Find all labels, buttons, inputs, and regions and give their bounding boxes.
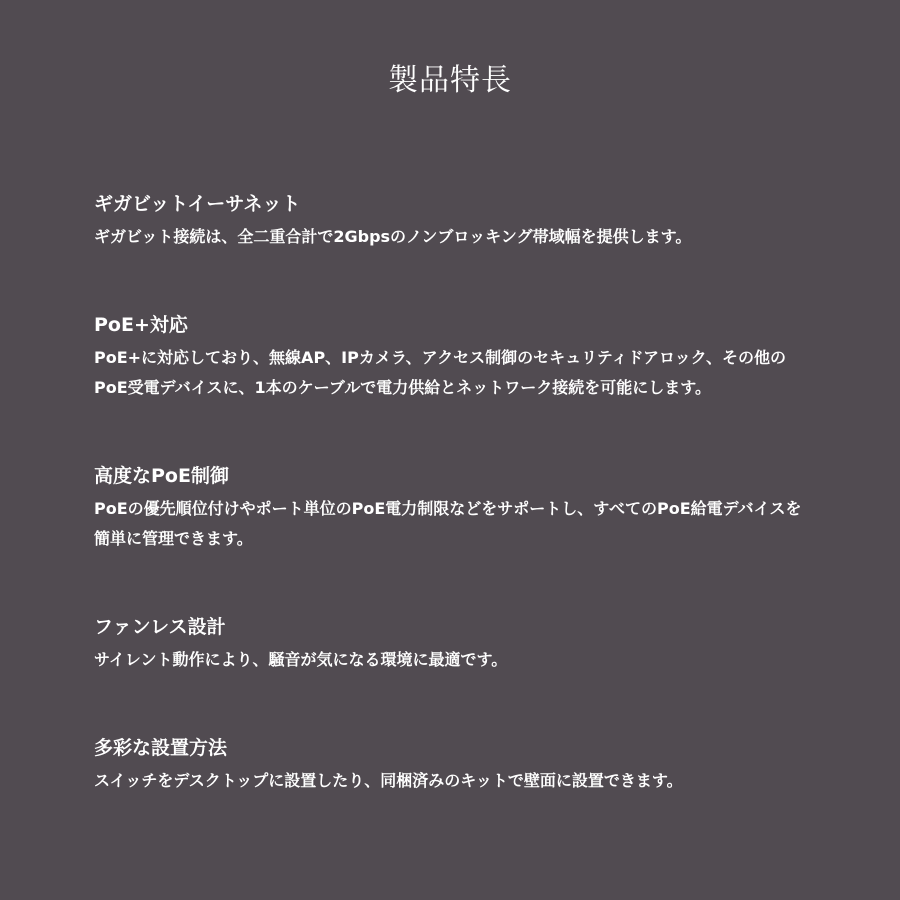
feature-description: ギガビット接続は、全二重合計で2Gbpsのノンブロッキング帯域幅を提供します。 bbox=[94, 227, 692, 246]
feature-heading: ファンレス設計 bbox=[94, 616, 226, 638]
feature-gigabit-ethernet bbox=[94, 190, 814, 252]
feature-heading: 高度なPoE制御 bbox=[94, 465, 229, 487]
feature-description: サイレント動作により、騒音が気になる環境に最適です。 bbox=[94, 650, 508, 669]
feature-heading: PoE+対応 bbox=[94, 314, 188, 336]
page-title: 製品特長 bbox=[388, 63, 512, 98]
feature-description: PoEの優先順位付けやポート単位のPoE電力制限などをサポートし、すべてのPoE給電デバイスを簡単に管理できます。 bbox=[94, 499, 802, 548]
feature-description: スイッチをデスクトップに設置したり、同梱済みのキットで壁面に設置できます。 bbox=[94, 771, 683, 790]
feature-fanless-design bbox=[94, 613, 814, 675]
feature-installation-options bbox=[94, 734, 814, 796]
feature-poe-plus bbox=[94, 311, 814, 403]
feature-advanced-poe-control bbox=[94, 462, 814, 554]
feature-heading: 多彩な設置方法 bbox=[94, 737, 228, 759]
feature-heading: ギガビットイーサネット bbox=[94, 193, 301, 215]
feature-description: PoE+に対応しており、無線AP、IPカメラ、アクセス制御のセキュリティドアロック、その他のPoE受電デバイスに、1本のケーブルで電力供給とネットワーク接続を可能にします。 bbox=[94, 348, 787, 397]
